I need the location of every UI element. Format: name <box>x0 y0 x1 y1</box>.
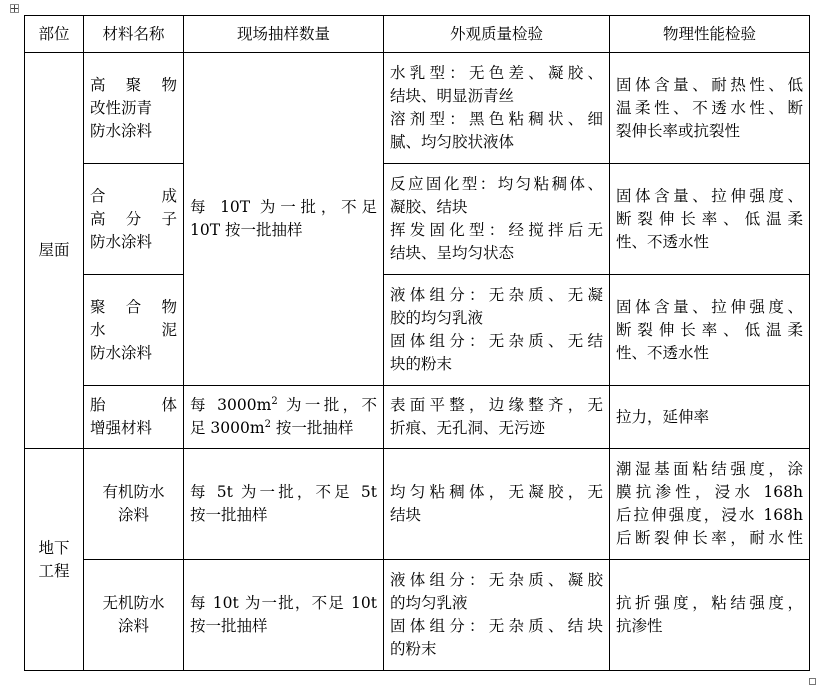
physical-cell: 拉力，延伸率 <box>610 386 810 449</box>
header-physical-inspection: 物理性能检验 <box>610 16 810 53</box>
appearance-cell: 液体组分：无杂质、无凝 胶的均匀乳液 固体组分：无杂质、无结 块的粉末 <box>384 275 610 386</box>
physical-cell: 固体含量、拉伸强度、 断裂伸长率、低温柔 性、不透水性 <box>610 275 810 386</box>
physical-cell: 固体含量、拉伸强度、 断裂伸长率、低温柔 性、不透水性 <box>610 164 810 275</box>
sampling-cell: 每 5t 为一批，不足 5t 按一批抽样 <box>184 449 384 560</box>
table-resize-handle-icon[interactable] <box>809 678 816 685</box>
table-move-handle-icon[interactable] <box>10 4 19 13</box>
table-row <box>25 386 810 449</box>
physical-cell: 固体含量、耐热性、低 温柔性、不透水性、断 裂伸长率或抗裂性 <box>610 53 810 164</box>
sampling-cell: 每 10t 为一批，不足 10t 按一批抽样 <box>184 560 384 671</box>
header-material-name: 材料名称 <box>84 16 184 53</box>
header-row <box>25 16 810 53</box>
appearance-cell: 反应固化型：均匀粘稠体、 凝胶、结块 挥发固化型：经搅拌后无 结块、呈均匀状态 <box>384 164 610 275</box>
header-appearance-inspection: 外观质量检验 <box>384 16 610 53</box>
header-sampling-quantity: 现场抽样数量 <box>184 16 384 53</box>
material-name-cell: 胎体 增强材料 <box>84 386 184 449</box>
material-name-cell: 无机防水 涂料 <box>84 560 184 671</box>
appearance-cell: 水乳型：无色差、凝胶、 结块、明显沥青丝 溶剂型：黑色粘稠状、细 腻、均匀胶状液体 <box>384 53 610 164</box>
table-row <box>25 275 810 386</box>
table-row <box>25 164 810 275</box>
inspection-table <box>24 15 810 671</box>
table-row <box>25 53 810 164</box>
appearance-cell: 液体组分：无杂质、凝胶 的均匀乳液 固体组分：无杂质、结块 的粉末 <box>384 560 610 671</box>
physical-cell: 抗折强度，粘结强度， 抗渗性 <box>610 560 810 671</box>
header-part: 部位 <box>25 16 84 53</box>
material-name-cell: 有机防水 涂料 <box>84 449 184 560</box>
table-row <box>25 449 810 560</box>
section-underground: 地下 工程 <box>25 449 84 671</box>
material-name-cell: 合成 高分子 防水涂料 <box>84 164 184 275</box>
section-roof: 屋面 <box>25 53 84 449</box>
sampling-cell: 每 $3000m^2$ 为一批，不 足 $3000m^2$ 按一批抽样 <box>184 386 384 449</box>
sampling-cell: 每 10T 为一批，不足 10T 按一批抽样 <box>184 53 384 386</box>
material-name-cell: 聚合物 水泥 防水涂料 <box>84 275 184 386</box>
table-row <box>25 560 810 671</box>
material-name-cell: 高聚物 改性沥青 防水涂料 <box>84 53 184 164</box>
appearance-cell: 表面平整，边缘整齐，无 折痕、无孔洞、无污迹 <box>384 386 610 449</box>
physical-cell: 潮湿基面粘结强度，涂 膜抗渗性，浸水 168h 后拉伸强度，浸水 168h 后断裂伸长率，耐水性 <box>610 449 810 560</box>
appearance-cell: 均匀粘稠体，无凝胶，无 结块 <box>384 449 610 560</box>
